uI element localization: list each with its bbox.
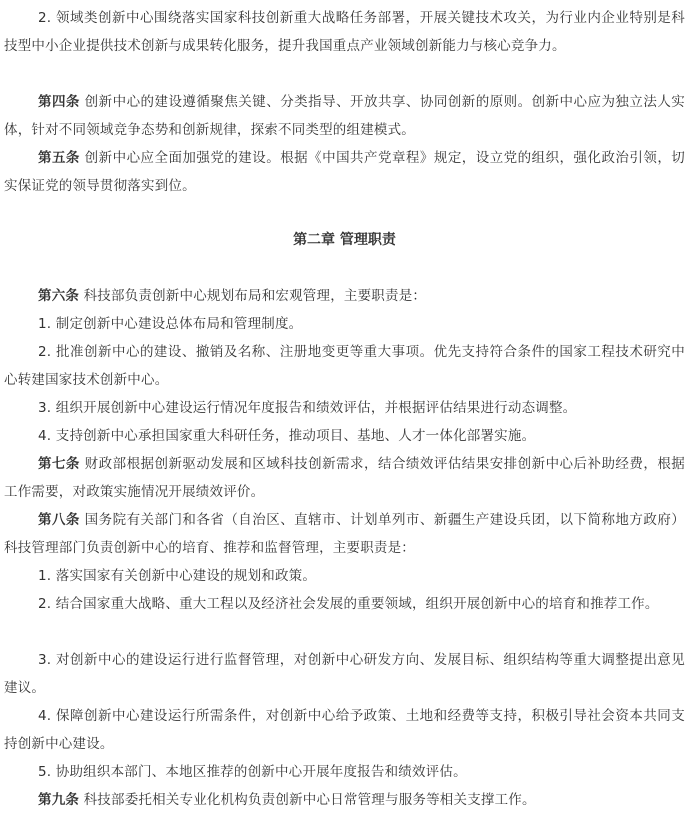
paragraph-text: 3. 对创新中心的建设运行进行监督管理，对创新中心研发方向、发展目标、组织结构等重大调整提出意见建议。: [4, 652, 685, 696]
chapter-heading: 第二章 管理职责: [293, 232, 396, 248]
paragraph-text: 5. 协助组织本部门、本地区推荐的创新中心开展年度报告和绩效评估。: [38, 764, 467, 780]
list-item-8-5: [4, 758, 685, 786]
paragraph-text: 1. 制定创新中心建设总体布局和管理制度。: [38, 316, 303, 332]
paragraph-article-8: [4, 506, 685, 562]
list-item-6-2: [4, 338, 685, 394]
paragraph-text: 4. 保障创新中心建设运行所需条件，对创新中心给予政策、土地和经费等支持，积极引导社会资本共同支持创新中心建设。: [4, 708, 685, 752]
paragraph-text: 1. 落实国家有关创新中心建设的规划和政策。: [38, 568, 317, 584]
paragraph-text: 2. 批准创新中心的建设、撤销及名称、注册地变更等重大事项。优先支持符合条件的国家工程技术研究中心转建国家技术创新中心。: [4, 344, 685, 388]
paragraph-text: 科技部负责创新中心规划布局和宏观管理，主要职责是：: [79, 288, 427, 304]
paragraph-article-5: [4, 144, 685, 200]
list-item-8-2: [4, 590, 685, 618]
article-lead: 第八条: [38, 512, 80, 528]
paragraph-domain-centers: [4, 4, 685, 60]
list-item-8-1: [4, 562, 685, 590]
article-lead: 第七条: [38, 456, 80, 472]
article-lead: 第九条: [38, 792, 80, 808]
list-item-8-4: [4, 702, 685, 758]
paragraph-text: 创新中心的建设遵循聚焦关键、分类指导、开放共享、协同创新的原则。创新中心应为独立法人实体，针对不同领域竞争态势和创新规律，探索不同类型的组建模式。: [4, 94, 685, 138]
article-lead: 第四条: [38, 94, 80, 110]
paragraph-article-7: [4, 450, 685, 506]
paragraph-text: 科技部委托相关专业化机构负责创新中心日常管理与服务等相关支撑工作。: [79, 792, 536, 808]
paragraph-article-9: [4, 786, 685, 814]
paragraph-text: 创新中心应全面加强党的建设。根据《中国共产党章程》规定，设立党的组织，强化政治引领，切实保证党的领导贯彻落实到位。: [4, 150, 685, 194]
paragraph-text: 2. 结合国家重大战略、重大工程以及经济社会发展的重要领域，组织开展创新中心的培育和推荐工作。: [38, 596, 659, 612]
article-lead: 第五条: [38, 150, 80, 166]
list-item-8-3: [4, 646, 685, 702]
paragraph-text: 2. 领域类创新中心围绕落实国家科技创新重大战略任务部署，开展关键技术攻关，为行业内企业特别是科技型中小企业提供技术创新与成果转化服务，提升我国重点产业领域创新能力与核心竞争力。: [4, 10, 685, 54]
paragraph-article-4: [4, 88, 685, 144]
paragraph-article-6: [4, 282, 685, 310]
list-item-6-3: [4, 394, 685, 422]
paragraph-text: 财政部根据创新驱动发展和区域科技创新需求，结合绩效评估结果安排创新中心后补助经费，根据工作需要，对政策实施情况开展绩效评价。: [4, 456, 685, 500]
article-lead: 第六条: [38, 288, 80, 304]
list-item-6-1: [4, 310, 685, 338]
list-item-6-4: [4, 422, 685, 450]
paragraph-text: 3. 组织开展创新中心建设运行情况年度报告和绩效评估，并根据评估结果进行动态调整。: [38, 400, 577, 416]
paragraph-text: 国务院有关部门和各省（自治区、直辖市、计划单列市、新疆生产建设兵团，以下简称地方政府）科技管理部门负责创新中心的培育、推荐和监督管理，主要职责是：: [4, 512, 685, 556]
paragraph-text: 4. 支持创新中心承担国家重大科研任务，推动项目、基地、人才一体化部署实施。: [38, 428, 536, 444]
